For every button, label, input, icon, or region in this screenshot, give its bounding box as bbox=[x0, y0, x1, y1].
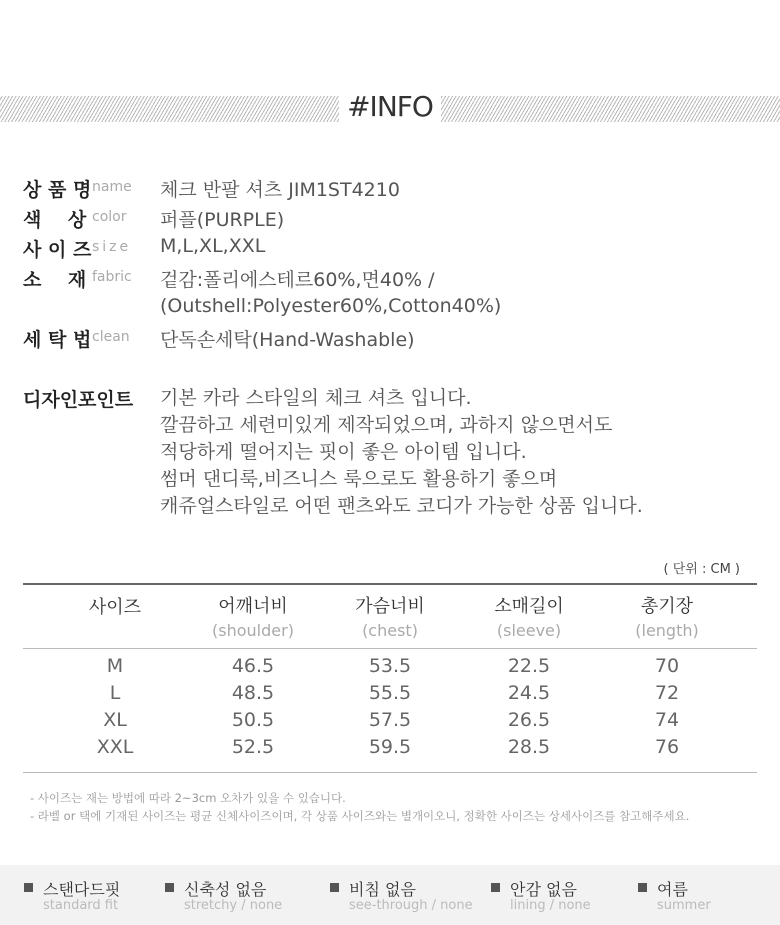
table-rule-bottom bbox=[23, 772, 757, 773]
design-line: 캐쥬얼스타일로 어떤 팬츠와도 코디가 가능한 상품 입니다. bbox=[160, 495, 643, 517]
info-title: #INFO bbox=[339, 90, 441, 123]
spec-label: 소 재 bbox=[23, 269, 87, 291]
design-point-text bbox=[160, 385, 643, 520]
spec-label: 사 이 즈 bbox=[23, 239, 92, 261]
bullet-square-icon bbox=[638, 883, 647, 892]
spec-row-name bbox=[23, 175, 763, 205]
note-line: - 사이즈는 재는 방법에 따라 2~3cm 오차가 있을 수 있습니다. bbox=[30, 791, 346, 805]
table-cell: 48.5 bbox=[231, 682, 275, 704]
table-cell: 76 bbox=[654, 736, 680, 758]
table-cell: 72 bbox=[654, 682, 680, 704]
table-cell: L bbox=[109, 682, 121, 704]
spec-value: 단독손세탁(Hand-Washable) bbox=[160, 329, 415, 351]
table-header-chest: 가슴너비 (chest) bbox=[355, 596, 425, 640]
spec-label-sub: size bbox=[92, 239, 132, 255]
bullet-square-icon bbox=[24, 883, 33, 892]
table-cell: 53.5 bbox=[368, 655, 412, 677]
table-cell: 24.5 bbox=[507, 682, 551, 704]
spec-label-sub: fabric bbox=[92, 269, 132, 285]
design-line: 기본 카라 스타일의 체크 셔츠 입니다. bbox=[160, 387, 472, 409]
spec-label: 색 상 bbox=[23, 209, 87, 231]
table-cell: M bbox=[106, 655, 124, 677]
spec-value: 겉감:폴리에스테르60%,면40% / bbox=[160, 269, 435, 291]
spec-label-sub: color bbox=[92, 209, 127, 225]
table-cell: 22.5 bbox=[507, 655, 551, 677]
design-line: 적당하게 떨어지는 핏이 좋은 아이템 입니다. bbox=[160, 441, 527, 463]
spec-label-sub: name bbox=[92, 179, 132, 195]
table-cell: 52.5 bbox=[231, 736, 275, 758]
spec-value: 체크 반팔 셔츠 JIM1ST4210 bbox=[160, 179, 400, 201]
bullet-square-icon bbox=[491, 883, 500, 892]
table-cell: 70 bbox=[654, 655, 680, 677]
spec-label: 세 탁 법 bbox=[23, 329, 92, 351]
table-cell: XL bbox=[103, 709, 127, 731]
spec-row-color bbox=[23, 205, 763, 235]
table-header-sleeve: 소매길이 (sleeve) bbox=[494, 596, 564, 640]
table-cell: 50.5 bbox=[231, 709, 275, 731]
table-cell: 46.5 bbox=[231, 655, 275, 677]
table-cell: 59.5 bbox=[368, 736, 412, 758]
spec-label-sub: clean bbox=[92, 329, 130, 345]
spec-value-line2: (Outshell:Polyester60%,Cotton40%) bbox=[160, 295, 502, 317]
bullet-square-icon bbox=[330, 883, 339, 892]
table-cell: 28.5 bbox=[507, 736, 551, 758]
table-cell: 26.5 bbox=[507, 709, 551, 731]
design-line: 깔끔하고 세련미있게 제작되었으며, 과하지 않으면서도 bbox=[160, 414, 613, 436]
table-header-shoulder: 어깨너비 (shoulder) bbox=[212, 596, 294, 640]
spec-row-size bbox=[23, 235, 763, 265]
spec-value: M,L,XL,XXL bbox=[160, 235, 266, 257]
table-header-length: 총기장 (length) bbox=[635, 596, 699, 640]
table-cell: 57.5 bbox=[368, 709, 412, 731]
design-point-label: 디자인포인트 bbox=[23, 389, 134, 411]
spec-row-clean bbox=[23, 325, 763, 355]
table-cell: 74 bbox=[654, 709, 680, 731]
design-line: 썸머 댄디룩,비즈니스 룩으로도 활용하기 좋으며 bbox=[160, 468, 558, 490]
size-notes bbox=[30, 789, 689, 825]
bullet-square-icon bbox=[165, 883, 174, 892]
table-rule-mid bbox=[23, 648, 757, 649]
spec-row-fabric bbox=[23, 265, 763, 325]
size-unit: ( 단위 : CM ) bbox=[663, 562, 740, 577]
spec-label: 상 품 명 bbox=[23, 179, 92, 201]
spec-value: 퍼플(PURPLE) bbox=[160, 209, 285, 231]
info-title-wrap bbox=[0, 90, 780, 123]
table-rule-top bbox=[23, 583, 757, 585]
note-line: - 라벨 or 택에 기재된 사이즈는 평균 신체사이즈이며, 각 상품 사이즈와는 별개이오니, 정확한 사이즈는 상세사이즈를 참고해주세요. bbox=[30, 809, 690, 823]
table-cell: 55.5 bbox=[368, 682, 412, 704]
table-header-size: 사이즈 bbox=[88, 597, 142, 618]
table-cell: XXL bbox=[96, 736, 134, 758]
